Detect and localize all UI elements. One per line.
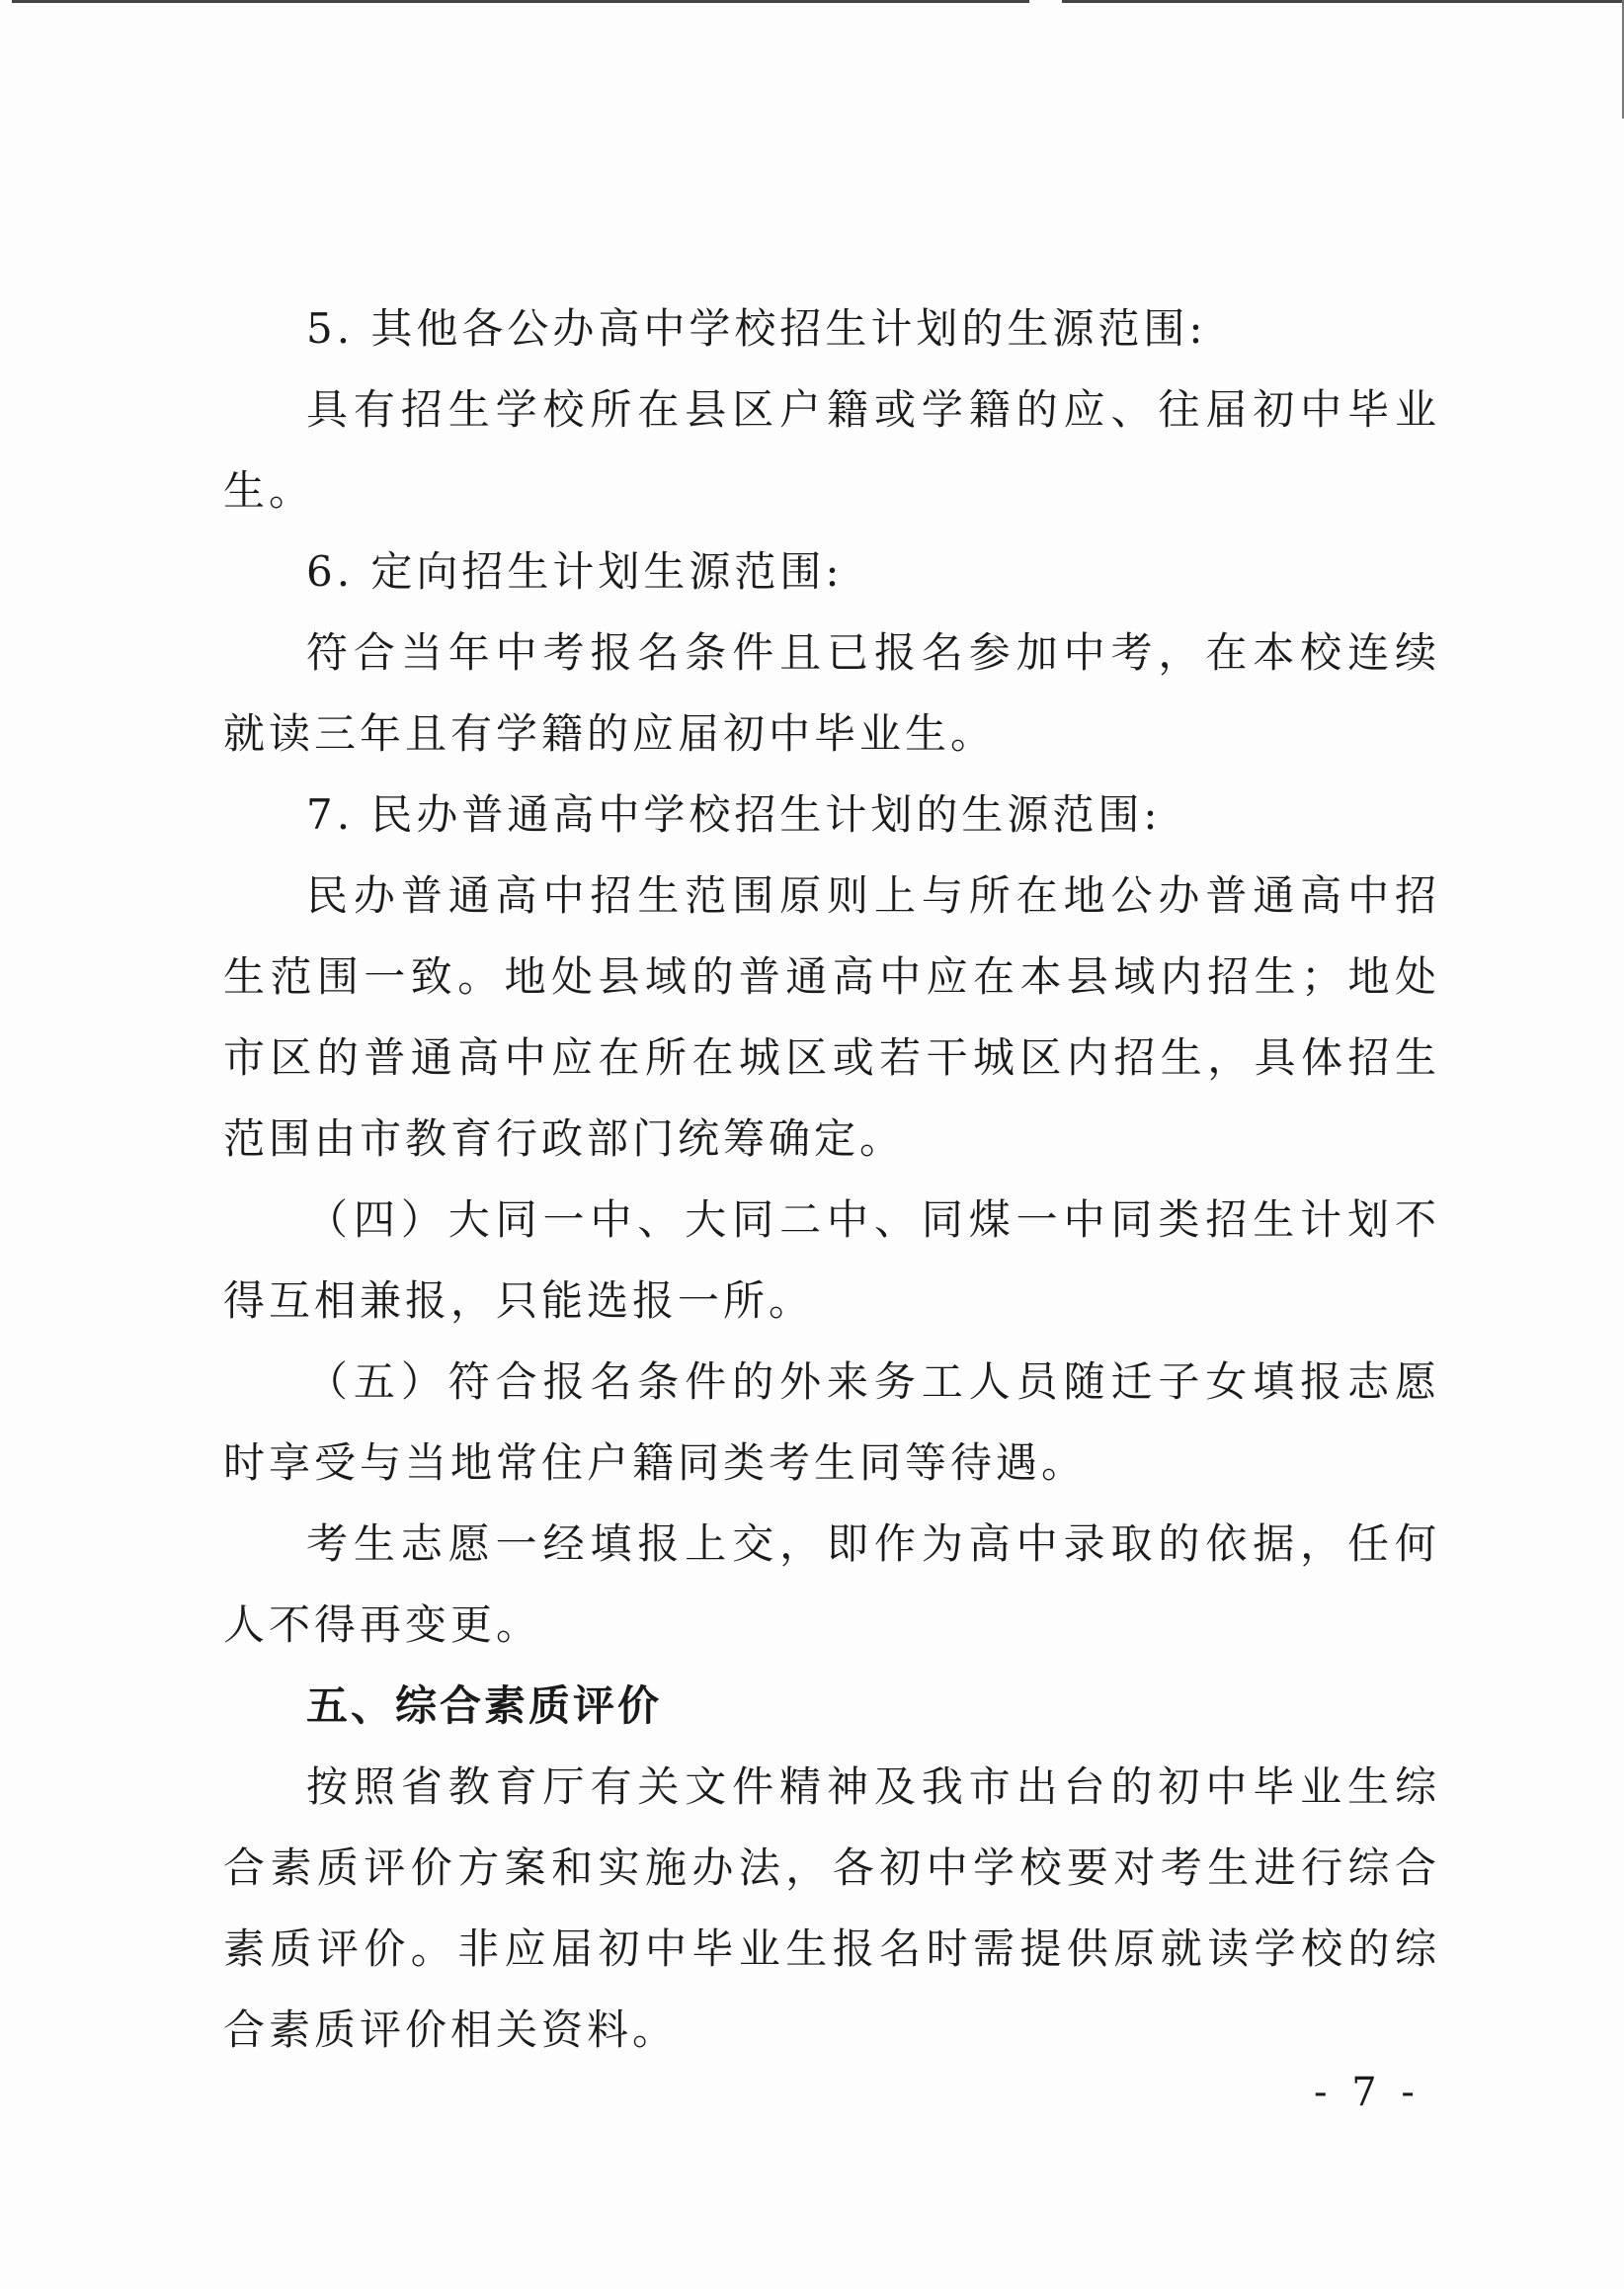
paragraph-item-5-body: 具有招生学校所在县区户籍或学籍的应、往届初中毕业生。	[223, 385, 1440, 515]
paragraph-item-5-title: 5. 其他各公办高中学校招生计划的生源范围:	[306, 304, 1207, 353]
scan-top-border-right	[1062, 0, 1624, 3]
paragraph-final-note: 考生志愿一经填报上交，即作为高中录取的依据，任何人不得再变更。	[223, 1519, 1440, 1649]
document-body	[223, 288, 1440, 2071]
paragraph-item-6-title: 6. 定向招生计划生源范围:	[306, 547, 844, 596]
page-number: - 7 -	[1314, 2070, 1421, 2115]
paragraph-section-5: （五）符合报名条件的外来务工人员随迁子女填报志愿时享受与当地常住户籍同类考生同等待遇。	[223, 1357, 1440, 1487]
scan-top-border-left	[12, 0, 1029, 3]
paragraph-item-7-body: 民办普通高中招生范围原则上与所在地公办普通高中招生范围一致。地处县域的普通高中应在本县域内招生；地处市区的普通高中应在所在城区或若干城区内招生，具体招生范围由市教育行政部门统筹确定。	[223, 871, 1440, 1163]
paragraph-item-7-title: 7. 民办普通高中学校招生计划的生源范围:	[306, 790, 1162, 839]
paragraph-section-4: （四）大同一中、大同二中、同煤一中同类招生计划不得互相兼报，只能选报一所。	[223, 1195, 1440, 1325]
section-heading-comprehensive-evaluation: 五、综合素质评价	[306, 1681, 663, 1730]
paragraph-comprehensive-evaluation: 按照省教育厅有关文件精神及我市出台的初中毕业生综合素质评价方案和实施办法，各初中学校要对考生进行综合素质评价。非应届初中毕业生报名时需提供原就读学校的综合素质评价相关资料。	[223, 1762, 1440, 2054]
paragraph-item-6-body: 符合当年中考报名条件且已报名参加中考，在本校连续就读三年且有学籍的应届初中毕业生。	[223, 628, 1440, 758]
